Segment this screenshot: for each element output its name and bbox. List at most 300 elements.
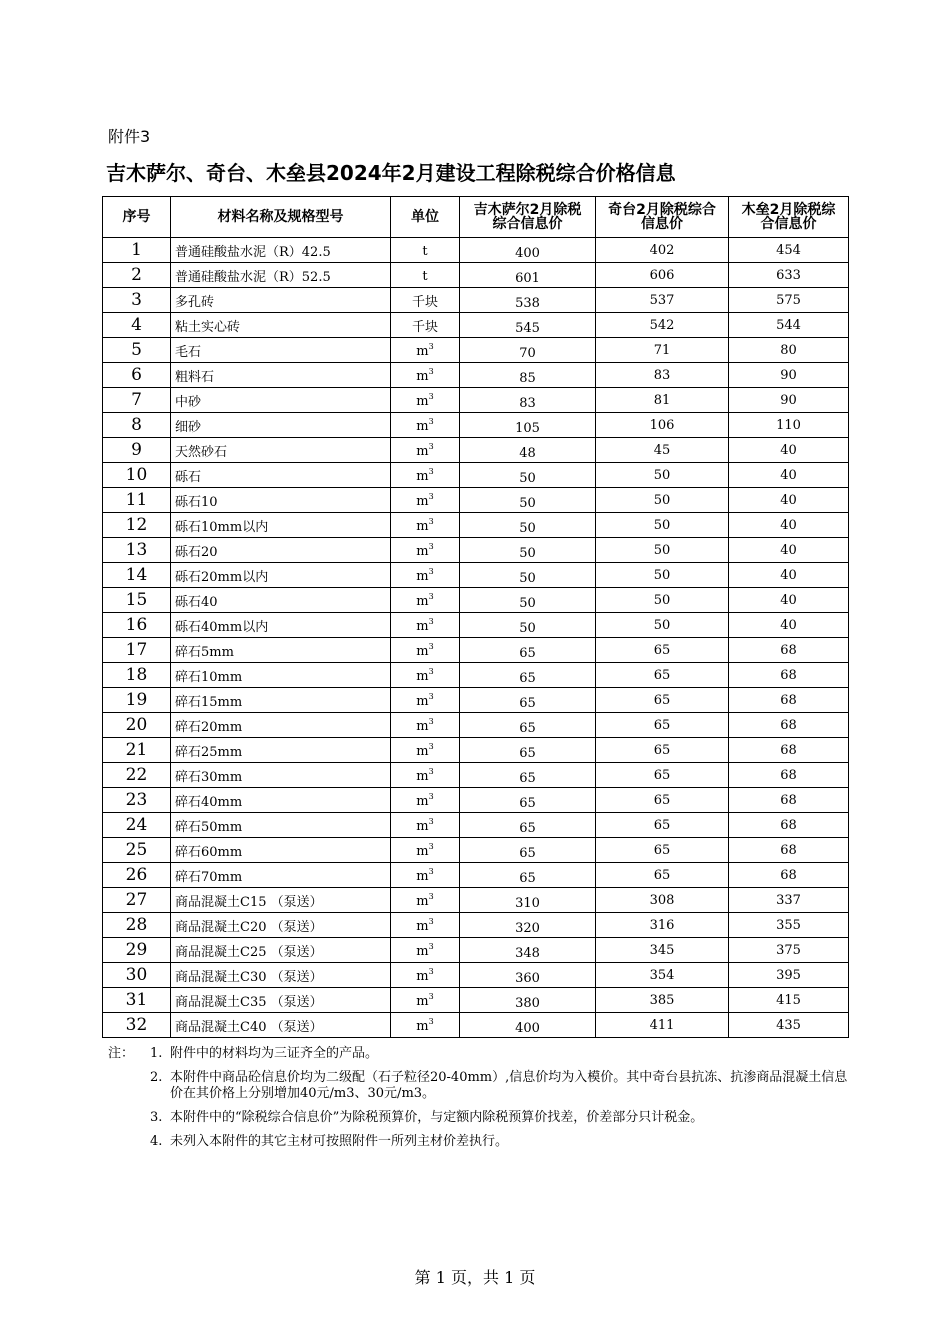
qitai-price: 345: [596, 938, 729, 963]
unit-text: m: [416, 518, 429, 534]
jimusaer-price-value: 545: [515, 320, 540, 336]
row-number: 4: [103, 313, 171, 338]
jimusaer-price: [460, 638, 596, 663]
mulei-price: 395: [729, 963, 849, 988]
qitai-price: 411: [596, 1013, 729, 1038]
note-item: [108, 1046, 848, 1062]
unit-cell: [391, 513, 460, 538]
unit-superscript: 3: [428, 766, 434, 776]
qitai-price: 308: [596, 888, 729, 913]
row-number: 26: [103, 863, 171, 888]
unit-superscript: 3: [428, 741, 434, 751]
table-row: [103, 488, 849, 513]
material-name: 碎石70mm: [171, 863, 391, 888]
mulei-price: 544: [729, 313, 849, 338]
jimusaer-price-value: 83: [519, 395, 536, 411]
unit-cell: [391, 663, 460, 688]
table-row: [103, 813, 849, 838]
table-row: [103, 963, 849, 988]
table-row: [103, 338, 849, 363]
material-name: 砾石40mm以内: [171, 613, 391, 638]
note-number: 3.: [150, 1110, 163, 1125]
unit-cell: [391, 813, 460, 838]
jimusaer-price: [460, 763, 596, 788]
material-name: 多孔砖: [171, 288, 391, 313]
jimusaer-price-value: 400: [515, 1020, 540, 1036]
row-number: 20: [103, 713, 171, 738]
mulei-price: 40: [729, 588, 849, 613]
jimusaer-price: [460, 488, 596, 513]
jimusaer-price-value: 538: [515, 295, 540, 311]
unit-superscript: 3: [428, 341, 434, 351]
mulei-price: 68: [729, 863, 849, 888]
row-number: 29: [103, 938, 171, 963]
mulei-price: 40: [729, 438, 849, 463]
unit-text: m: [416, 793, 429, 809]
mulei-price: 40: [729, 513, 849, 538]
mulei-price: 454: [729, 238, 849, 263]
unit-text: m: [416, 718, 429, 734]
material-name: 碎石15mm: [171, 688, 391, 713]
unit-text: m: [416, 868, 429, 884]
material-name: 砾石40: [171, 588, 391, 613]
header-mulei-price: 木垒2月除税综 合信息价: [729, 197, 849, 238]
material-name: 碎石40mm: [171, 788, 391, 813]
header-jimusaer-price: 吉木萨尔2月除税 综合信息价: [460, 197, 596, 238]
jimusaer-price-value: 348: [515, 945, 540, 961]
jimusaer-price-value: 50: [519, 620, 536, 636]
note-text: 本附件中商品砼信息价均为二级配（石子粒径20-40mm）,信息价均为入模价。其中奇台县抗冻、抗渗商品混凝土信息价在其价格上分别增加40元/m3、30元/m3。: [170, 1070, 848, 1101]
unit-superscript: 3: [428, 366, 434, 376]
unit-cell: [391, 613, 460, 638]
unit-superscript: 3: [428, 991, 434, 1001]
unit-text: m: [416, 493, 429, 509]
mulei-price: 68: [729, 663, 849, 688]
material-name: 商品混凝土C20 （泵送）: [171, 913, 391, 938]
mulei-price: 68: [729, 788, 849, 813]
table-row: [103, 738, 849, 763]
mulei-price: 40: [729, 613, 849, 638]
unit-cell: [391, 538, 460, 563]
material-name: 商品混凝土C30 （泵送）: [171, 963, 391, 988]
mulei-price: 575: [729, 288, 849, 313]
unit-cell: [391, 313, 460, 338]
qitai-price: 65: [596, 763, 729, 788]
material-name: 商品混凝土C35 （泵送）: [171, 988, 391, 1013]
mulei-price: 355: [729, 913, 849, 938]
jimusaer-price-value: 360: [515, 970, 540, 986]
qitai-price: 65: [596, 788, 729, 813]
unit-text: t: [422, 268, 428, 284]
jimusaer-price: [460, 263, 596, 288]
unit-superscript: 3: [428, 616, 434, 626]
jimusaer-price-value: 65: [519, 720, 536, 736]
table-row: [103, 863, 849, 888]
jimusaer-price-value: 50: [519, 545, 536, 561]
unit-text: m: [416, 1018, 429, 1034]
unit-text: m: [416, 643, 429, 659]
table-row: [103, 438, 849, 463]
jimusaer-price: [460, 938, 596, 963]
jimusaer-price: [460, 413, 596, 438]
unit-cell: [391, 263, 460, 288]
material-name: 碎石20mm: [171, 713, 391, 738]
unit-cell: [391, 963, 460, 988]
material-name: 砾石: [171, 463, 391, 488]
row-number: 8: [103, 413, 171, 438]
notes-section: [108, 1046, 848, 1158]
unit-superscript: 3: [428, 666, 434, 676]
qitai-price: 65: [596, 738, 729, 763]
unit-cell: [391, 888, 460, 913]
table-row: [103, 513, 849, 538]
jimusaer-price: [460, 613, 596, 638]
unit-superscript: 3: [428, 416, 434, 426]
material-name: 砾石20: [171, 538, 391, 563]
unit-cell: [391, 438, 460, 463]
mulei-price: 68: [729, 738, 849, 763]
row-number: 9: [103, 438, 171, 463]
table-row: [103, 788, 849, 813]
unit-text: m: [416, 943, 429, 959]
qitai-price: 65: [596, 838, 729, 863]
jimusaer-price-value: 105: [515, 420, 540, 436]
jimusaer-price: [460, 738, 596, 763]
unit-superscript: 3: [428, 941, 434, 951]
material-name: 砾石10mm以内: [171, 513, 391, 538]
row-number: 17: [103, 638, 171, 663]
qitai-price: 71: [596, 338, 729, 363]
page-footer: 第 1 页，共 1 页: [414, 1268, 536, 1287]
row-number: 2: [103, 263, 171, 288]
jimusaer-price: [460, 338, 596, 363]
unit-text: m: [416, 918, 429, 934]
unit-superscript: 3: [428, 541, 434, 551]
unit-cell: [391, 763, 460, 788]
unit-superscript: 3: [428, 866, 434, 876]
qitai-price: 65: [596, 638, 729, 663]
table-row: [103, 988, 849, 1013]
unit-text: m: [416, 843, 429, 859]
unit-text: m: [416, 568, 429, 584]
note-item: [108, 1070, 848, 1102]
unit-cell: [391, 463, 460, 488]
unit-superscript: 3: [428, 1016, 434, 1026]
unit-cell: [391, 938, 460, 963]
jimusaer-price: [460, 288, 596, 313]
jimusaer-price-value: 380: [515, 995, 540, 1011]
unit-superscript: 3: [428, 916, 434, 926]
material-name: 碎石10mm: [171, 663, 391, 688]
material-name: 碎石50mm: [171, 813, 391, 838]
row-number: 14: [103, 563, 171, 588]
row-number: 13: [103, 538, 171, 563]
qitai-price: 50: [596, 513, 729, 538]
unit-cell: [391, 713, 460, 738]
qitai-price: 606: [596, 263, 729, 288]
unit-superscript: 3: [428, 791, 434, 801]
jimusaer-price-value: 65: [519, 795, 536, 811]
row-number: 16: [103, 613, 171, 638]
unit-text: m: [416, 693, 429, 709]
row-number: 30: [103, 963, 171, 988]
row-number: 27: [103, 888, 171, 913]
row-number: 6: [103, 363, 171, 388]
jimusaer-price: [460, 913, 596, 938]
jimusaer-price: [460, 863, 596, 888]
jimusaer-price-value: 48: [519, 445, 536, 461]
jimusaer-price-value: 65: [519, 695, 536, 711]
qitai-price: 542: [596, 313, 729, 338]
unit-cell: [391, 863, 460, 888]
material-name: 碎石60mm: [171, 838, 391, 863]
unit-superscript: 3: [428, 691, 434, 701]
unit-superscript: 3: [428, 566, 434, 576]
jimusaer-price: [460, 313, 596, 338]
unit-cell: [391, 688, 460, 713]
document-title: 吉木萨尔、奇台、木垒县2024年2月建设工程除税综合价格信息: [106, 161, 676, 185]
unit-text: m: [416, 418, 429, 434]
table-row: [103, 638, 849, 663]
jimusaer-price: [460, 388, 596, 413]
row-number: 19: [103, 688, 171, 713]
table-row: [103, 1013, 849, 1038]
unit-text: m: [416, 468, 429, 484]
material-name: 中砂: [171, 388, 391, 413]
row-number: 10: [103, 463, 171, 488]
mulei-price: 337: [729, 888, 849, 913]
unit-cell: [391, 588, 460, 613]
mulei-price: 375: [729, 938, 849, 963]
note-text: 附件中的材料均为三证齐全的产品。: [170, 1046, 379, 1061]
jimusaer-price: [460, 988, 596, 1013]
table-row: [103, 763, 849, 788]
row-number: 31: [103, 988, 171, 1013]
jimusaer-price: [460, 813, 596, 838]
unit-superscript: 3: [428, 591, 434, 601]
unit-superscript: 3: [428, 491, 434, 501]
unit-text: t: [422, 243, 428, 259]
jimusaer-price: [460, 713, 596, 738]
jimusaer-price: [460, 663, 596, 688]
table-row: [103, 888, 849, 913]
header-unit: 单位: [391, 197, 460, 238]
material-name: 普通硅酸盐水泥（R）52.5: [171, 263, 391, 288]
unit-cell: [391, 913, 460, 938]
mulei-price: 415: [729, 988, 849, 1013]
unit-cell: [391, 338, 460, 363]
unit-text: m: [416, 443, 429, 459]
jimusaer-price: [460, 563, 596, 588]
table-row: [103, 663, 849, 688]
material-name: 碎石25mm: [171, 738, 391, 763]
qitai-price: 50: [596, 563, 729, 588]
mulei-price: 68: [729, 813, 849, 838]
note-number: 4.: [150, 1134, 163, 1149]
jimusaer-price-value: 65: [519, 870, 536, 886]
mulei-price: 40: [729, 538, 849, 563]
unit-superscript: 3: [428, 516, 434, 526]
mulei-price: 40: [729, 488, 849, 513]
material-name: 粗料石: [171, 363, 391, 388]
unit-cell: [391, 788, 460, 813]
jimusaer-price: [460, 463, 596, 488]
table-row: [103, 838, 849, 863]
table-row: [103, 313, 849, 338]
material-name: 碎石5mm: [171, 638, 391, 663]
jimusaer-price: [460, 888, 596, 913]
mulei-price: 68: [729, 763, 849, 788]
jimusaer-price-value: 65: [519, 745, 536, 761]
unit-text: m: [416, 893, 429, 909]
jimusaer-price: [460, 588, 596, 613]
table-row: [103, 388, 849, 413]
qitai-price: 65: [596, 863, 729, 888]
unit-text: m: [416, 818, 429, 834]
unit-cell: [391, 488, 460, 513]
unit-cell: [391, 238, 460, 263]
unit-text: 千块: [411, 319, 438, 335]
mulei-price: 435: [729, 1013, 849, 1038]
unit-text: m: [416, 968, 429, 984]
price-table: [102, 196, 849, 1038]
qitai-price: 385: [596, 988, 729, 1013]
jimusaer-price-value: 70: [519, 345, 536, 361]
jimusaer-price-value: 50: [519, 470, 536, 486]
qitai-price: 65: [596, 663, 729, 688]
material-name: 商品混凝土C25 （泵送）: [171, 938, 391, 963]
unit-cell: [391, 1013, 460, 1038]
jimusaer-price-value: 65: [519, 670, 536, 686]
unit-text: m: [416, 593, 429, 609]
unit-text: m: [416, 343, 429, 359]
qitai-price: 537: [596, 288, 729, 313]
table-header-row: [103, 197, 849, 238]
table-row: [103, 713, 849, 738]
header-qitai-price: 奇台2月除税综合 信息价: [596, 197, 729, 238]
jimusaer-price-value: 85: [519, 370, 536, 386]
unit-cell: [391, 988, 460, 1013]
row-number: 12: [103, 513, 171, 538]
note-text: 本附件中的“除税综合信息价”为除税预算价，与定额内除税预算价找差，价差部分只计税金。: [170, 1110, 704, 1125]
unit-superscript: 3: [428, 841, 434, 851]
row-number: 18: [103, 663, 171, 688]
material-name: 商品混凝土C15 （泵送）: [171, 888, 391, 913]
table-row: [103, 913, 849, 938]
material-name: 细砂: [171, 413, 391, 438]
qitai-price: 81: [596, 388, 729, 413]
qitai-price: 50: [596, 613, 729, 638]
table-row: [103, 413, 849, 438]
row-number: 28: [103, 913, 171, 938]
unit-cell: [391, 638, 460, 663]
note-text: 未列入本附件的其它主材可按照附件一所列主材价差执行。: [170, 1134, 509, 1149]
jimusaer-price: [460, 363, 596, 388]
unit-cell: [391, 563, 460, 588]
qitai-price: 45: [596, 438, 729, 463]
jimusaer-price-value: 601: [515, 270, 540, 286]
material-name: 砾石10: [171, 488, 391, 513]
mulei-price: 68: [729, 838, 849, 863]
row-number: 22: [103, 763, 171, 788]
qitai-price: 50: [596, 488, 729, 513]
qitai-price: 83: [596, 363, 729, 388]
mulei-price: 68: [729, 638, 849, 663]
qitai-price: 50: [596, 588, 729, 613]
material-name: 天然砂石: [171, 438, 391, 463]
jimusaer-price-value: 50: [519, 495, 536, 511]
note-item: [108, 1134, 848, 1150]
material-name: 毛石: [171, 338, 391, 363]
qitai-price: 65: [596, 688, 729, 713]
jimusaer-price: [460, 538, 596, 563]
unit-superscript: 3: [428, 716, 434, 726]
jimusaer-price: [460, 238, 596, 263]
row-number: 21: [103, 738, 171, 763]
qitai-price: 106: [596, 413, 729, 438]
qitai-price: 354: [596, 963, 729, 988]
unit-text: m: [416, 543, 429, 559]
mulei-price: 90: [729, 388, 849, 413]
material-name: 砾石20mm以内: [171, 563, 391, 588]
unit-superscript: 3: [428, 891, 434, 901]
jimusaer-price-value: 310: [515, 895, 540, 911]
unit-text: m: [416, 743, 429, 759]
jimusaer-price-value: 50: [519, 595, 536, 611]
row-number: 32: [103, 1013, 171, 1038]
mulei-price: 68: [729, 688, 849, 713]
row-number: 1: [103, 238, 171, 263]
note-number: 1.: [150, 1046, 163, 1061]
jimusaer-price: [460, 838, 596, 863]
jimusaer-price-value: 65: [519, 820, 536, 836]
table-row: [103, 363, 849, 388]
row-number: 25: [103, 838, 171, 863]
row-number: 11: [103, 488, 171, 513]
jimusaer-price-value: 65: [519, 645, 536, 661]
mulei-price: 90: [729, 363, 849, 388]
table-row: [103, 588, 849, 613]
row-number: 23: [103, 788, 171, 813]
jimusaer-price: [460, 688, 596, 713]
jimusaer-price-value: 320: [515, 920, 540, 936]
table-row: [103, 688, 849, 713]
unit-superscript: 3: [428, 816, 434, 826]
jimusaer-price: [460, 788, 596, 813]
jimusaer-price-value: 400: [515, 245, 540, 261]
mulei-price: 110: [729, 413, 849, 438]
unit-cell: [391, 388, 460, 413]
jimusaer-price-value: 65: [519, 845, 536, 861]
unit-text: m: [416, 618, 429, 634]
table-row: [103, 613, 849, 638]
unit-superscript: 3: [428, 966, 434, 976]
material-name: 普通硅酸盐水泥（R）42.5: [171, 238, 391, 263]
qitai-price: 316: [596, 913, 729, 938]
annex-label: 附件3: [108, 127, 151, 146]
unit-cell: [391, 363, 460, 388]
mulei-price: 68: [729, 713, 849, 738]
unit-text: m: [416, 393, 429, 409]
row-number: 7: [103, 388, 171, 413]
jimusaer-price: [460, 513, 596, 538]
qitai-price: 402: [596, 238, 729, 263]
jimusaer-price: [460, 438, 596, 463]
jimusaer-price-value: 65: [519, 770, 536, 786]
table-row: [103, 538, 849, 563]
unit-text: m: [416, 993, 429, 1009]
unit-text: 千块: [411, 294, 438, 310]
